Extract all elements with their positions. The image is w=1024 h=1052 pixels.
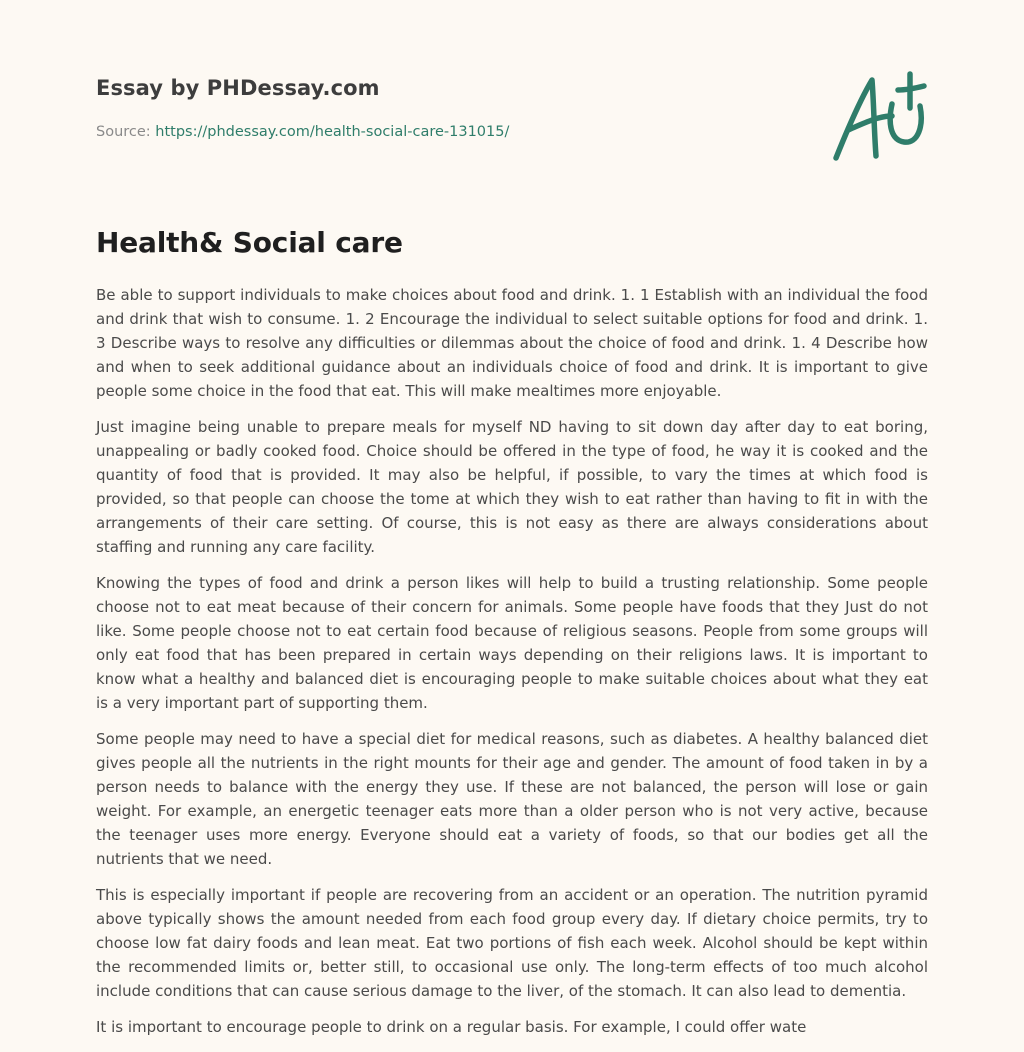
essay-paragraph: Be able to support individuals to make choices about food and drink. 1. 1 Establish with an individual the food and drink that wish to consume. 1. 2 Encourage the individual to select suitable options for food and drink. 1. 3 Describe ways to resolve any difficulties or dilemmas about the choice of food and drink. 1. 4 Describe how and when to seek additional guidance about an individuals choice of food and drink. It is important to give people some choice in the food that eat. This will make mealtimes more enjoyable. xyxy=(96,286,928,400)
a-plus-logo-icon xyxy=(826,66,930,166)
essay-paragraph: This is especially important if people are recovering from an accident or an operation. The nutrition pyramid above typically shows the amount needed from each food group every day. If dietary choice permits, try to choose low fat dairy foods and lean meat. Eat two portions of fish each week. Alcohol should be kept within the recommended limits or, better still, to occasional use only. The long-term effects of too much alcohol include conditions that can cause serious damage to the liver, of the stomach. It can also lead to dementia. xyxy=(96,886,928,1000)
source-link[interactable]: https://phdessay.com/health-social-care-131015/ xyxy=(155,124,510,140)
essay-paragraph: Knowing the types of food and drink a person likes will help to build a trusting relationship. Some people choose not to eat meat because of their concern for animals. Some people have foods that they Just do not like. Some people choose not to eat certain food because of religious seasons. People from some groups will only eat food that has been prepared in certain ways depending on their religions laws. It is important to know what a healthy and balanced diet is encouraging people to make suitable choices about what they eat is a very important part of supporting them. xyxy=(96,574,928,712)
source-line xyxy=(96,124,509,140)
essay-paragraph: Some people may need to have a special diet for medical reasons, such as diabetes. A healthy balanced diet gives people all the nutrients in the right mounts for their age and gender. The amount of food taken in by a person needs to balance with the energy they use. If these are not balanced, the person will lose or gain weight. For example, an energetic teenager eats more than a older person who is not very active, because the teenager uses more energy. Everyone should eat a variety of foods, so that our bodies get all the nutrients that we need. xyxy=(96,730,928,868)
brand-title: Essay by PHDessay.com xyxy=(96,76,380,100)
header xyxy=(96,0,928,200)
essay-body xyxy=(96,283,928,1039)
essay-title: Health& Social care xyxy=(96,226,403,259)
essay-paragraph: Just imagine being unable to prepare meals for myself ND having to sit down day after day to eat boring, unappealing or badly cooked food. Choice should be offered in the type of food, he way it is cooked and the quantity of food that is provided. It may also be helpful, if possible, to vary the times at which food is provided, so that people can choose the tome at which they wish to eat rather than having to fit in with the arrangements of their care setting. Of course, this is not easy as there are always considerations about staffing and running any care facility. xyxy=(96,418,928,556)
essay-paragraph: It is important to encourage people to drink on a regular basis. For example, I could offer wate xyxy=(96,1018,807,1036)
source-label: Source: xyxy=(96,124,156,140)
